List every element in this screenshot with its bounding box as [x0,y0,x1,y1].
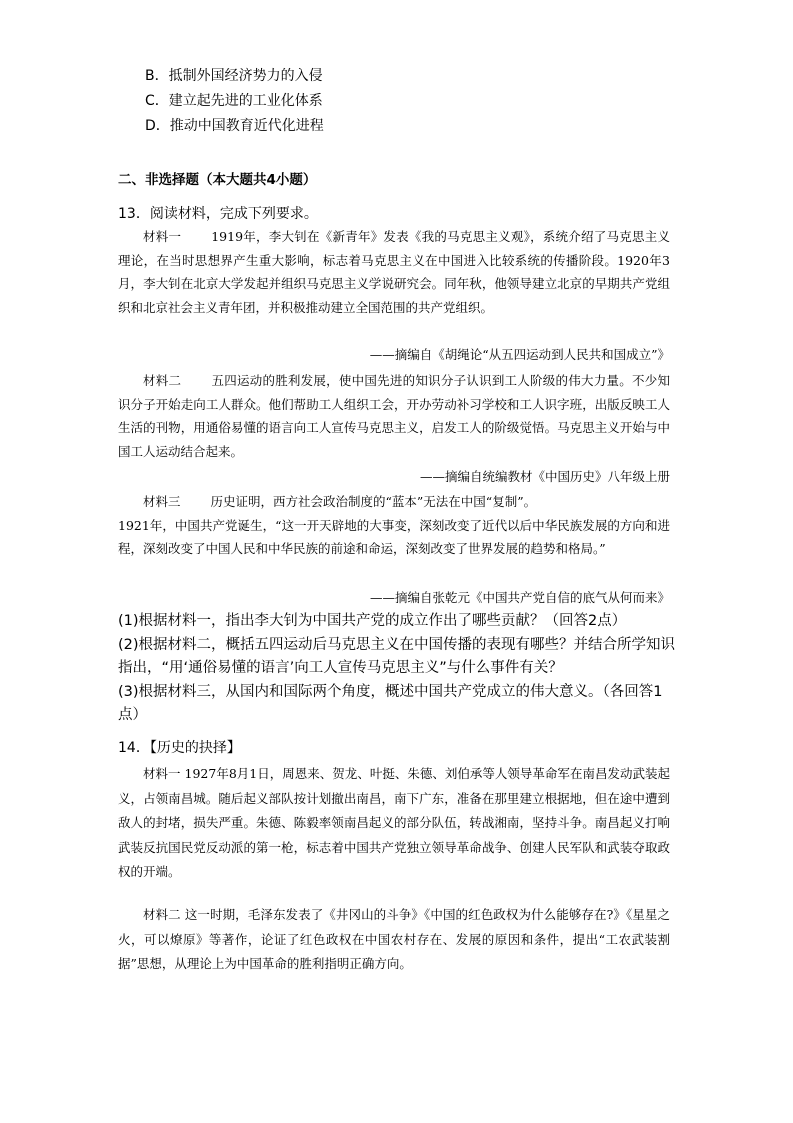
q13-ask-2: (2)根据材料二，概括五四运动后马克思主义在中国传播的表现有哪些？并结合所学知识指出，“用‘通俗易懂的语言’向工人宣传马克思主义”与什么事件有关？ [118,636,676,676]
q13-source-1: ——摘编自《胡绳论“从五四运动到人民共和国成立”》 [369,347,670,362]
option-c: C．建立起先进的工业化体系 [145,93,323,109]
section-title: 二、非选择题（本大题共4小题） [118,172,317,188]
q13-ask-1: (1)根据材料一，指出李大钊为中国共产党的成立作出了哪些贡献？（回答2点） [118,613,627,629]
q14-title: 14．【历史的抉择】 [118,740,241,756]
q14-m1-text: 材料一 1927年8月1日，周恩来、贺龙、叶挺、朱德、刘伯承等人领导革命军在南昌发动武装起义，占领南昌城。随后起义部队按计划撤出南昌，南下广东，准备在那里建立根据地，但在途中遭到敌人的封堵，损失严重。朱德、陈毅率领南昌起义的部分队伍，转战湘南，坚持斗争。南昌起义打响武装反抗国民党反动派的第一枪，标志着中国共产党独立领导革命战争、创建人民军队和武装夺取政权的开端。 [118,766,670,879]
m3-label: 材料三 [143,494,181,509]
option-b: B．抵制外国经济势力的入侵 [145,68,323,84]
m1-label: 材料一 [143,229,182,244]
q13-material-1 [118,225,670,319]
m2-text: 五四运动的胜利发展，使中国先进的知识分子认识到工人阶级的伟大力量。不少知识分子开始走向工人群众。他们帮助工人组织工会，开办劳动补习学校和工人识字班，出版反映工人生活的刊物，用通俗易懂的语言向工人宣传马克思主义，启发工人的阶级觉悟。马克思主义开始与中国工人运动结合起来。 [118,373,670,459]
q13-intro: 13．阅读材料，完成下列要求。 [118,206,318,222]
q13-source-2: ——摘编自统编教材《中国历史》八年级上册 [419,469,670,484]
q14-material-2 [118,903,670,977]
q13-material-2 [118,369,670,463]
m3-text-1: 历史证明，西方社会政治制度的“蓝本”无法在中国“复制”。 [210,494,537,509]
q14-material-1 [118,762,670,885]
option-d: D．推动中国教育近代化进程 [145,118,324,134]
q13-ask-3: (3)根据材料三，从国内和国际两个角度，概述中国共产党成立的伟大意义。（各回答1点） [118,683,663,723]
m3-text-2: 1921年，中国共产党诞生，“这一开天辟地的大事变，深刻改变了近代以后中华民族发展的方向和进程，深刻改变了中国人民和中华民族的前途和命运，深刻改变了世界发展的趋势和格局。” [118,517,670,556]
q13-source-3: ——摘编自张乾元《中国共产党自信的底气从何而来》 [369,590,670,605]
q14-m2-text: 材料二 这一时期，毛泽东发表了《井冈山的斗争》《中国的红色政权为什么能够存在?》《星星之火，可以燎原》等著作，论证了红色政权在中国农村存在、发展的原因和条件，提出“工农武装割据”思想，从理论上为中国革命的胜利指明正确方向。 [118,907,670,971]
q13-questions [118,610,678,728]
q13-material-3 [118,490,670,561]
m1-text: 1919年，李大钊在《新青年》发表《我的马克思主义观》，系统介绍了马克思主义理论，在当时思想界产生重大影响，标志着马克思主义在中国进入比较系统的传播阶段。1920年3月，李大钊在北京大学发起并组织马克思主义学说研究会。同年秋，他领导建立北京的早期共产党组织和北京社会主义青年团，并积极推动建立全国范围的共产党组织。 [118,229,670,315]
m2-label: 材料二 [143,373,182,388]
